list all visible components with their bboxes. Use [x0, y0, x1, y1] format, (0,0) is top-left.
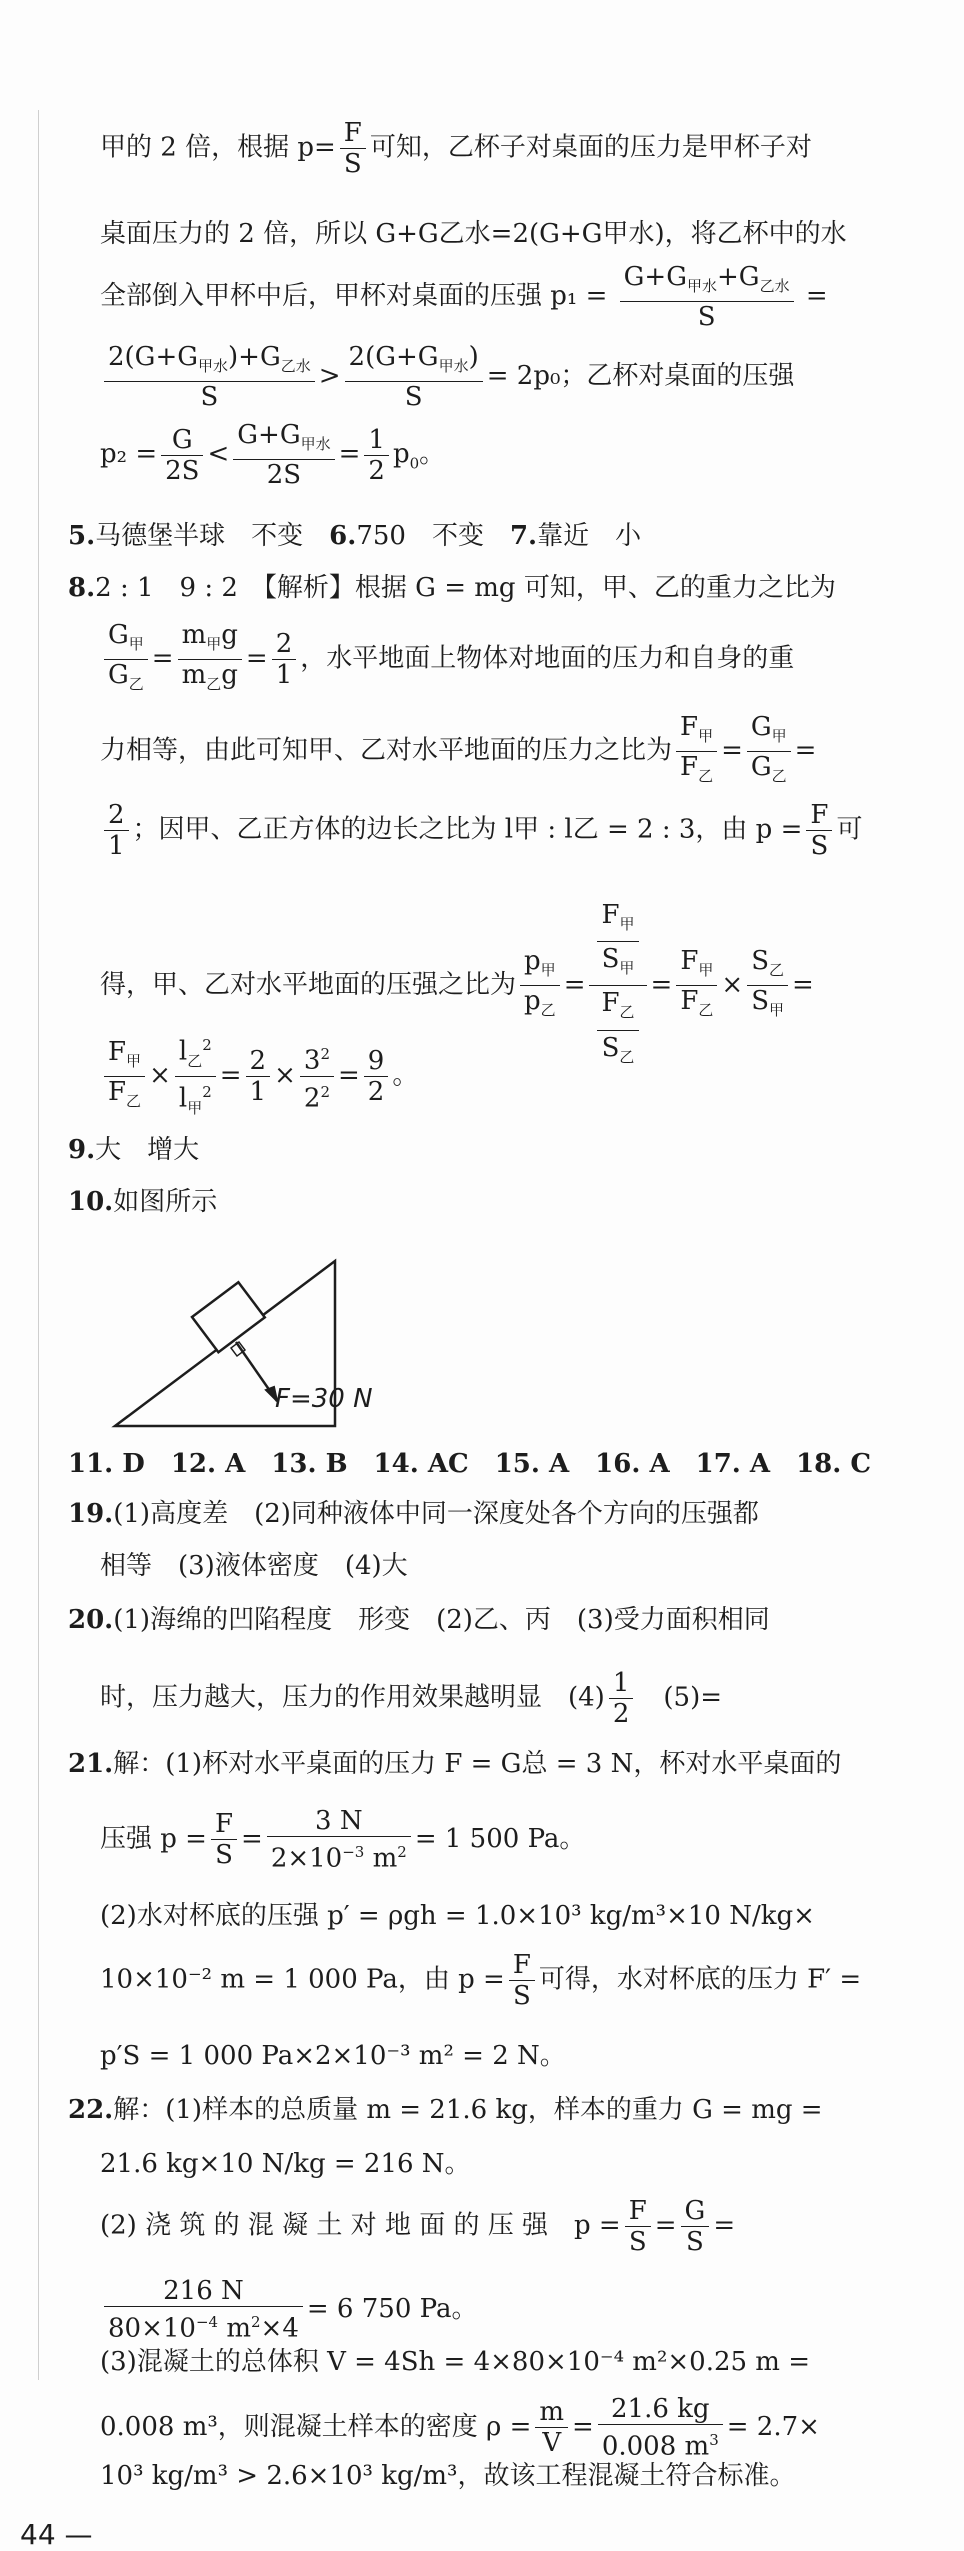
para-top-line3: 全部倒入甲杯中后，甲杯对桌面的压强 p₁ = $\frac{G+G_{甲水}+G_{乙水}}{S}$ = [100, 262, 828, 333]
answer-22-line6: 0.008 m³，则混凝土样本的密度 ρ = $\frac{m}{V}$ = $\frac{21.6 kg}{0.008 m^3}$ = 2.7× [100, 2394, 820, 2462]
answer-19-line1: 19.(1)高度差 (2)同种液体中同一深度处各个方向的压强都 [68, 1499, 759, 1529]
answer-10: 10.如图所示 [68, 1187, 218, 1217]
para-top-line5: p₂ = $\frac{G}{2S}$ < $\frac{G+G_{甲水}}{2S}$ = $\frac{1}{2}$ $p_0$。 [100, 420, 446, 491]
force-label: F=30 N [275, 1384, 373, 1414]
answer-5-7: 5.马德堡半球 不变 6.750 不变 7.靠近 小 [68, 521, 642, 551]
answer-22-line1: 22.解：(1)样本的总质量 m = 21.6 kg，样本的重力 G = mg = [68, 2095, 823, 2125]
answer-21-line1: 21.解：(1)杯对水平桌面的压力 F = G总 = 3 N，杯对水平桌面的 [68, 1749, 842, 1779]
answer-8-line5: 得，甲、乙对水平地面的压强之比为 $\frac{p_甲}{p_乙}$ = $\frac{\frac{F_甲}{S_甲}}{\frac{F_乙}{S_乙}}$ = $\frac{F_甲}{F_乙}$ × $\frac{S_乙}{S_甲}$ = [100, 900, 814, 1066]
answer-22-line3: (2) 浇 筑 的 混 凝 土 对 地 面 的 压 强 p = $\frac{F}{S}$ = $\frac{G}{S}$ = [100, 2196, 736, 2257]
answer-8-line4: $\frac{2}{1}$ ；因甲、乙正方体的边长之比为 l甲 : l乙 = 2 : 3，由 p = $\frac{F}{S}$ 可 [100, 800, 862, 861]
answer-22-line2: 21.6 kg×10 N/kg = 216 N。 [100, 2149, 471, 2179]
answer-22-line4: $\frac{216 N}{80\times 10^{-4} m^2\times 4}$ = 6 750 Pa。 [100, 2276, 477, 2344]
answer-8-line1: 8.2 : 1 9 : 2 【解析】根据 G = mg 可知，甲、乙的重力之比为 [68, 573, 836, 603]
para-top-line2: 桌面压力的 2 倍，所以 G+G乙水=2(G+G甲水)，将乙杯中的水 [100, 219, 847, 249]
para-top-line1: 甲的 2 倍，根据 p= $\frac{F}{S}$ 可知，乙杯子对桌面的压力是甲杯子对 [100, 118, 812, 179]
answer-9: 9.大 增大 [68, 1135, 200, 1165]
answer-8-line3: 力相等，由此可知甲、乙对水平地面的压力之比为 $\frac{F_甲}{F_乙}$ = $\frac{G_甲}{G_乙}$ = [100, 712, 817, 786]
answer-19-line2: 相等 (3)液体密度 (4)大 [100, 1551, 408, 1581]
answer-8-line6: $\frac{F_甲}{F_乙}$ × $\frac{l_乙^2}{l_甲^2}$ = $\frac{2}{1}$ × $\frac{3^2}{2^2}$ = $\frac{9}{2}$ 。 [100, 1030, 418, 1123]
answers-11-18: 11. D 12. A 13. B 14. AC 15. A 16. A 17. A 18. C [68, 1449, 872, 1479]
answer-22-line5: (3)混凝土的总体积 V = 4Sh = 4×80×10⁻⁴ m²×0.25 m = [100, 2347, 811, 2377]
answer-20-line1: 20.(1)海绵的凹陷程度 形变 (2)乙、丙 (3)受力面积相同 [68, 1605, 770, 1635]
answer-20-line2: 时，压力越大，压力的作用效果越明显 (4) $\frac{1}{2}$ (5)= [100, 1668, 723, 1729]
answer-21-line5: p′S = 1 000 Pa×2×10⁻³ m² = 2 N。 [100, 2041, 566, 2071]
incline-diagram [110, 1236, 410, 1440]
answer-21-line2: 压强 p = $\frac{F}{S}$ = $\frac{3 N}{2\times 10^{-3} m^2}$ = 1 500 Pa。 [100, 1806, 586, 1874]
para-top-line4: $\frac{2(G+G_{甲水})+G_{乙水}}{S}$ > $\frac{2(G+G_{甲水})}{S}$ = 2p₀；乙杯对桌面的压强 [100, 342, 794, 412]
answer-8-line2: $\frac{G_甲}{G_乙}$ = $\frac{m_甲g}{m_乙g}$ = $\frac{2}{1}$ ，水平地面上物体对地面的压力和自身的重 [100, 620, 794, 699]
answer-21-line4: 10×10⁻² m = 1 000 Pa，由 p = $\frac{F}{S}$ 可得，水对杯底的压力 F′ = [100, 1950, 862, 2011]
page-number: 44 — [20, 2518, 93, 2551]
answer-21-line3: (2)水对杯底的压强 p′ = ρgh = 1.0×10³ kg/m³×10 N/kg× [100, 1901, 815, 1931]
answer-22-line7: 10³ kg/m³ > 2.6×10³ kg/m³，故该工程混凝土符合标准。 [100, 2461, 796, 2491]
margin-rule [38, 110, 39, 2380]
